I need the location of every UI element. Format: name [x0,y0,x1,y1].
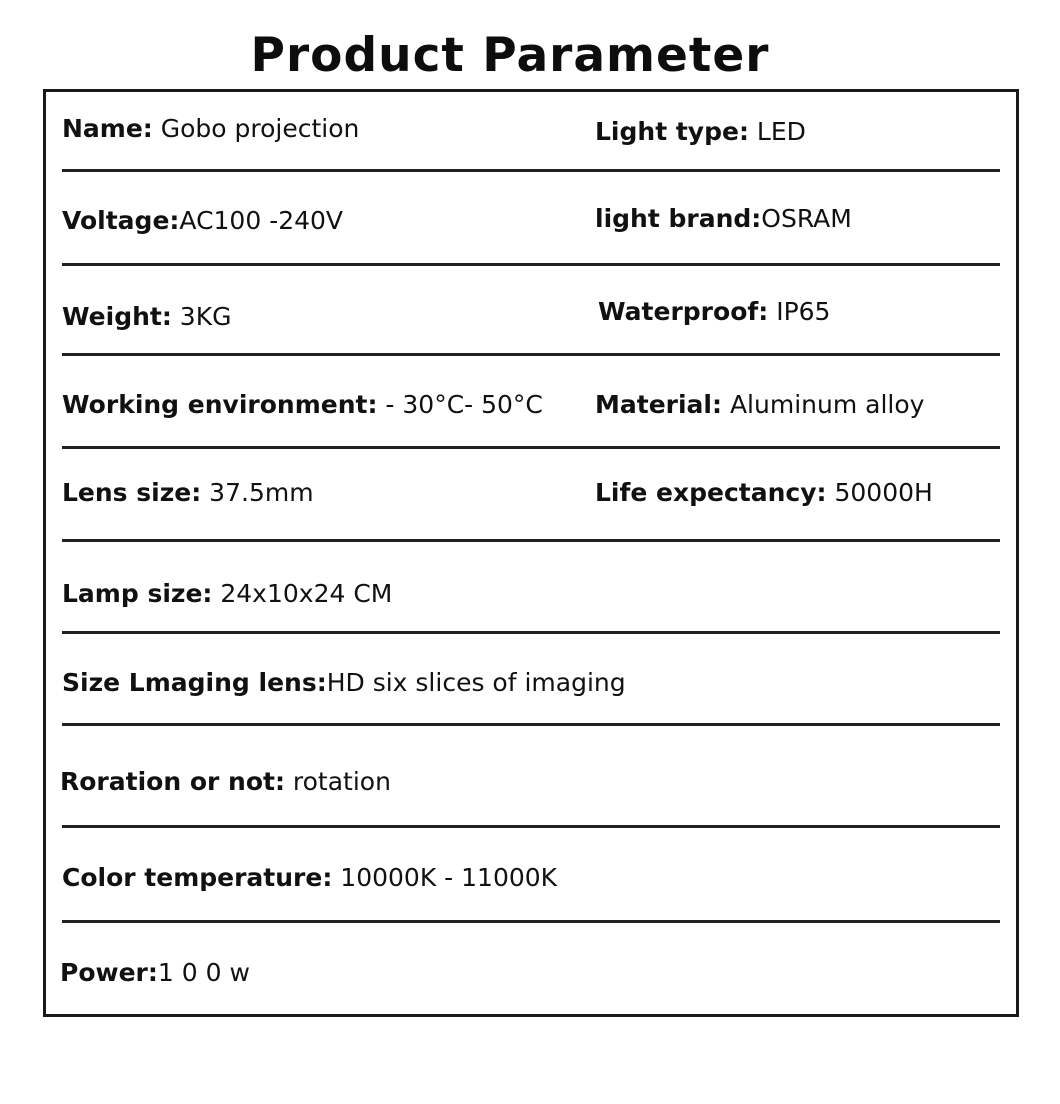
row-divider [62,169,1000,172]
page-title: Product Parameter [250,28,770,83]
param-label: Power: [60,958,158,987]
param-weight [62,302,231,332]
param-label: Size Lmaging lens: [62,668,327,697]
param-light-brand [595,204,852,234]
param-color-temperature [62,863,557,893]
param-name [62,114,359,144]
row-divider [62,353,1000,356]
param-label: Voltage: [62,206,180,235]
row-divider [62,825,1000,828]
param-value: 3KG [171,302,232,331]
row-divider [62,723,1000,726]
param-value: Aluminum alloy [722,390,925,419]
param-value: rotation [284,767,391,796]
param-lens-size [62,478,314,508]
param-imaging-lens [62,668,626,698]
row-divider [62,446,1000,449]
param-value: - 30°C- 50°C [377,390,543,419]
param-value: OSRAM [761,204,852,233]
param-label: Color temperature: [62,863,333,892]
param-value: 37.5mm [201,478,314,507]
param-light-type [595,117,806,147]
param-power [60,958,250,988]
param-label: Weight: [62,302,172,331]
row-divider [62,539,1000,542]
param-label: Waterproof: [598,297,769,326]
param-label: Lamp size: [62,579,213,608]
param-label: Working environment: [62,390,378,419]
param-label: Material: [595,390,722,419]
param-value: 10000K - 11000K [332,863,558,892]
param-label: Lens size: [62,478,202,507]
param-life-expectancy [595,478,933,508]
param-value: LED [748,117,806,146]
param-waterproof [598,297,830,327]
row-divider [62,631,1000,634]
param-label: Name: [62,114,153,143]
row-divider [62,263,1000,266]
param-value: IP65 [768,297,831,326]
param-value: 24x10x24 CM [212,579,393,608]
param-voltage [62,206,343,236]
param-value: 1 0 0 w [157,958,250,987]
row-divider [62,920,1000,923]
param-lamp-size [62,579,392,609]
param-label: Life expectancy: [595,478,827,507]
param-material [595,390,924,420]
param-label: Roration or not: [60,767,285,796]
param-value: HD six slices of imaging [326,668,626,697]
param-value: Gobo projection [152,114,360,143]
param-label: light brand: [595,204,762,233]
param-value: 50000H [826,478,933,507]
param-value: AC100 -240V [179,206,344,235]
param-rotation [60,767,391,797]
param-working-environment [62,390,543,420]
param-label: Light type: [595,117,749,146]
